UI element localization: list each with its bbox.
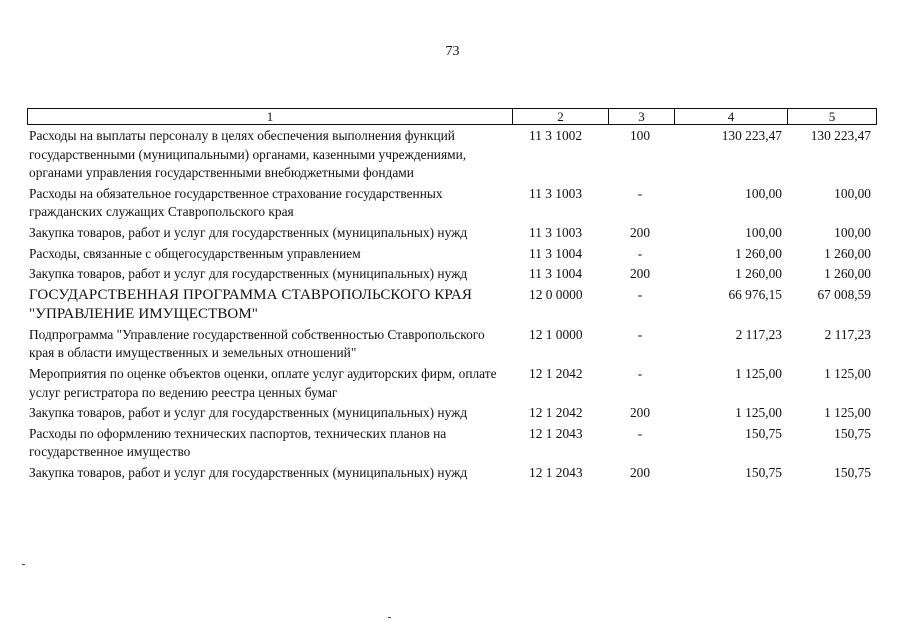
table-row [29,326,879,363]
row-code: 12 1 2042 [529,405,583,421]
row-value-5: 100,00 [834,224,871,240]
row-value-5: 1 260,00 [824,266,871,282]
row-type: 200 [629,224,651,240]
table-row [29,265,879,284]
row-code: 11 3 1004 [529,245,583,261]
page-number: 73 [445,44,460,59]
header-col-3: 3 [608,109,674,124]
row-value-4: 130 223,47 [721,128,782,143]
row-name: Мероприятия по оценке объектов оценки, оплате услуг аудиторских фирм, оплате услуг регистратора по ведению реестра ценных бумаг [29,365,497,400]
row-code: 11 3 1003 [529,185,583,201]
row-name: Закупка товаров, работ и услуг для государственных (муниципальных) нужд [29,224,468,240]
header-col-4: 4 [674,109,787,124]
row-name: Закупка товаров, работ и услуг для государственных (муниципальных) нужд [29,405,468,421]
row-code: 12 1 0000 [529,326,583,342]
row-code: 11 3 1003 [529,224,583,240]
row-value-4: 1 260,00 [735,245,782,261]
row-value-5: 130 223,47 [810,128,871,143]
row-code: 12 0 0000 [529,286,583,302]
table-row [29,127,879,183]
row-value-5: 2 117,23 [824,326,871,342]
row-value-4: 1 260,00 [735,266,782,282]
row-value-5: 150,75 [834,425,871,441]
row-code: 12 1 2042 [529,365,583,381]
row-value-5: 100,00 [834,185,871,201]
row-value-5: 67 008,59 [817,286,871,302]
row-code: 11 3 1002 [529,128,583,143]
table-header [27,108,877,125]
row-name: Расходы на обязательное государственное страхование государственных гражданских служащих Ставропольского края [29,185,443,220]
row-type: - [637,245,643,261]
header-col-1: 1 [266,109,274,124]
row-type: - [637,286,643,302]
row-name: Расходы, связанные с общегосударственным управлением [29,245,361,261]
row-value-4: 1 125,00 [735,365,782,381]
row-type: 200 [629,405,651,421]
row-name: Закупка товаров, работ и услуг для государственных (муниципальных) нужд [29,266,468,282]
row-type: - [637,365,643,381]
table-row [29,365,879,402]
row-code: 12 1 2043 [529,425,583,441]
row-value-4: 100,00 [745,185,782,201]
row-name: Расходы по оформлению технических паспортов, технических планов на государственное имущество [29,425,447,460]
row-value-4: 150,75 [745,464,782,480]
table-row [29,425,879,462]
row-value-5: 1 125,00 [824,365,871,381]
table-row [29,224,879,243]
row-code: 12 1 2043 [529,464,583,480]
row-value-4: 66 976,15 [728,286,782,302]
row-name: ГОСУДАРСТВЕННАЯ ПРОГРАММА СТАВРОПОЛЬСКОГО КРАЯ "УПРАВЛЕНИЕ ИМУЩЕСТВОМ" [29,286,472,322]
scan-speck [22,564,25,565]
row-value-5: 1 125,00 [824,405,871,421]
table-row [29,464,879,483]
row-value-5: 1 260,00 [824,245,871,261]
row-value-4: 1 125,00 [735,405,782,421]
header-col-2: 2 [512,109,608,124]
row-value-4: 2 117,23 [735,326,782,342]
row-type: - [637,326,643,342]
scan-speck [388,617,391,618]
table-row [29,245,879,264]
table-row [29,286,879,324]
row-type: - [637,185,643,201]
row-value-5: 150,75 [834,464,871,480]
table-row [29,185,879,222]
row-type: - [637,425,643,441]
row-type: 200 [629,464,651,480]
table-row [29,404,879,423]
row-name: Подпрограмма "Управление государственной собственностью Ставропольского края в области имущественных и земельных отношений" [29,326,485,361]
row-type: 100 [629,128,651,143]
row-value-4: 100,00 [745,224,782,240]
row-value-4: 150,75 [745,425,782,441]
header-col-5: 5 [787,109,876,124]
table-body [29,127,879,485]
row-name: Закупка товаров, работ и услуг для государственных (муниципальных) нужд [29,464,468,480]
row-type: 200 [629,266,651,282]
row-code: 11 3 1004 [529,266,583,282]
row-name: Расходы на выплаты персоналу в целях обеспечения выполнения функций государственными (муниципальными) органами, казенными учреждениями, органами управления государственными внебюджетными фондами [29,128,467,181]
